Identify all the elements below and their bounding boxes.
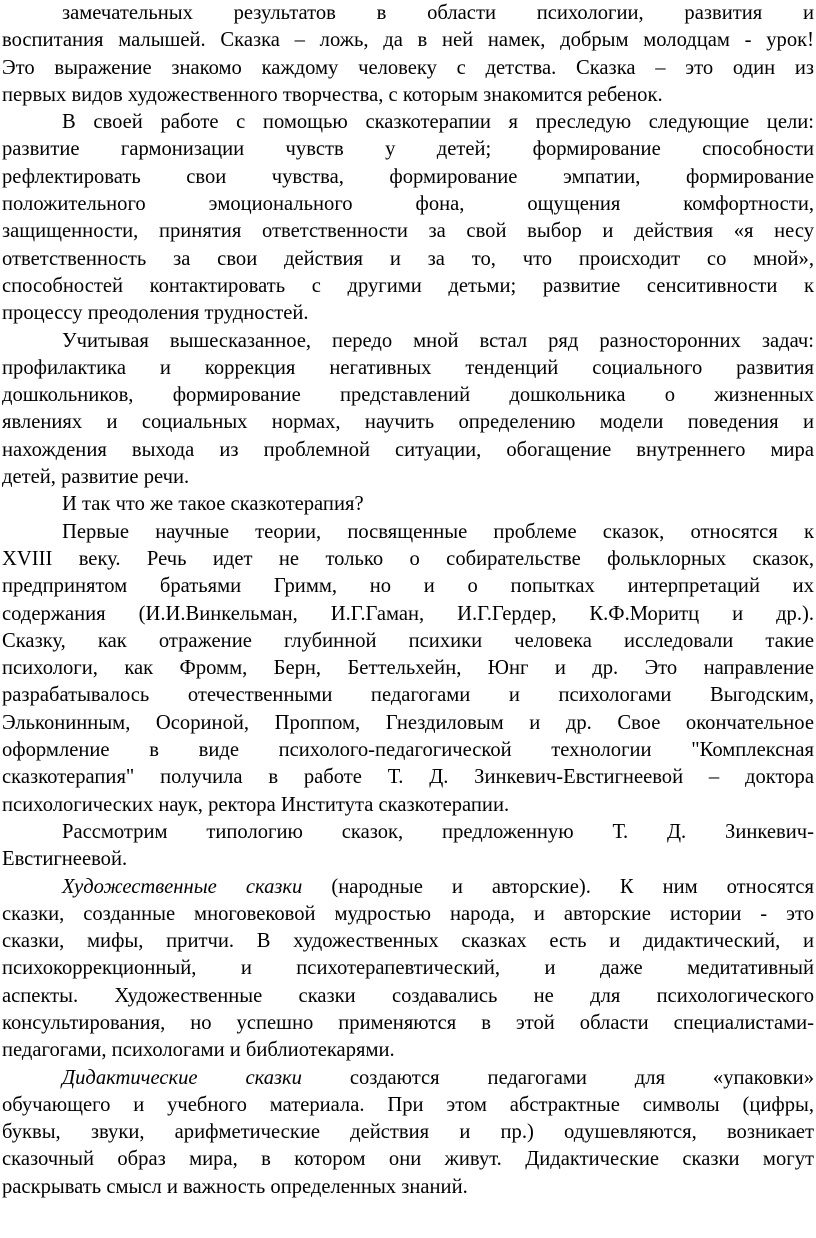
text-line [2,355,814,382]
text-run: психокоррекционный, и психотерапевтический, и даже медитативный [2,957,814,980]
text-line [2,901,814,928]
text-line [2,955,814,982]
text-line [2,792,814,819]
text-run: оформление в виде психолого-педагогической технологии "Комплексная [2,739,814,762]
text-line [2,136,814,163]
text-line [2,328,814,355]
text-run: сказочный образ мира, в котором они живут. Дидактические сказки могут [2,1148,814,1171]
text-run: содержания (И.И.Винкельман, И.Г.Гаман, И.Г.Гердер, К.Ф.Моритц и др.). [2,602,814,625]
text-run: рефлектировать свои чувства, формирование эмпатии, формирование [2,165,814,188]
italic-term: Художественные сказки [62,875,303,898]
text-run: сказкотерапия" получила в работе Т. Д. Зинкевич-Евстигнеевой – доктора [2,766,814,789]
text-line [2,55,814,82]
text-run: замечательных результатов в области психологии, развития и [62,2,814,24]
text-run: буквы, звуки, арифметические действия и пр.) одушевляются, возникает [2,1121,814,1144]
text-run: Эльконинным, Осориной, Проппом, Гнездиловым и др. Свое окончательное [2,711,814,734]
text-line [2,1010,814,1037]
text-run: разрабатывалось отечественными педагогами и психологами Выгодским, [2,684,814,707]
text-run: создаются педагогами для «упаковки» [301,1066,814,1089]
text-run: Сказку, как отражение глубинной психики человека исследовали такие [2,629,814,652]
text-line [2,409,814,436]
text-line [2,218,814,245]
text-line [2,546,814,573]
text-line [2,819,814,846]
text-line [2,1146,814,1173]
text-run: XVIII веку. Речь идет не только о собирательстве фольклорных сказок, [2,547,814,570]
text-line [2,27,814,54]
text-line [2,109,814,136]
text-line [2,246,814,273]
text-run: положительного эмоционального фона, ощущения комфортности, [2,193,814,216]
text-line [2,1174,814,1201]
text-run: Евстигнеевой. [2,848,128,871]
text-run: детей, развитие речи. [2,466,190,489]
text-line [2,1092,814,1119]
text-line [2,191,814,218]
text-line [2,682,814,709]
text-line [2,437,814,464]
text-run: Рассмотрим типологию сказок, предложенную Т. Д. Зинкевич- [62,820,814,843]
text-run: Учитывая вышесказанное, передо мной встал ряд разносторонних задач: [62,329,814,352]
text-line [2,1065,814,1092]
text-line [2,573,814,600]
text-run: консультирования, но успешно применяются в этой области специалистами- [2,1011,814,1034]
text-run: аспекты. Художественные сказки создавались не для психологического [2,984,814,1007]
text-run: ответственность за свои действия и за то, что происходит со мной», [2,247,814,270]
text-run: (народные и авторские). К ним относятся [302,875,814,898]
text-line [2,1119,814,1146]
text-line [2,300,814,327]
text-line [2,273,814,300]
text-run: И так что же такое сказкотерапия? [62,493,364,516]
text-run: процессу преодоления трудностей. [2,302,309,325]
text-line [2,628,814,655]
text-line [2,874,814,901]
text-line [2,655,814,682]
text-run: педагогами, психологами и библиотекарями. [2,1039,395,1062]
text-run: развитие гармонизации чувств у детей; формирование способности [2,138,814,161]
text-line [2,928,814,955]
text-run: В своей работе с помощью сказкотерапии я преследую следующие цели: [62,111,814,134]
text-run: первых видов художественного творчества, с которым знакомится ребенок. [2,83,663,106]
text-run: воспитания малышей. Сказка – ложь, да в ней намек, добрым молодцам - урок! [2,29,814,52]
text-line [2,1037,814,1064]
text-line [2,983,814,1010]
text-line [2,601,814,628]
text-line [2,491,814,518]
text-run: обучающего и учебного материала. При этом абстрактные символы (цифры, [2,1093,814,1116]
italic-term: Дидактические сказки [62,1066,302,1089]
text-line [2,0,814,27]
text-run: способностей контактировать с другими детьми; развитие сенситивности к [2,274,814,297]
text-run: дошкольников, формирование представлений дошкольника о жизненных [2,384,814,407]
text-line [2,164,814,191]
text-run: Это выражение знакомо каждому человеку с детства. Сказка – это один из [2,56,814,79]
text-line [2,764,814,791]
text-run: профилактика и коррекция негативных тенденций социального развития [2,356,814,379]
text-line [2,464,814,491]
text-line [2,737,814,764]
text-run: защищенности, принятия ответственности за свой выбор и действия «я несу [2,220,814,243]
text-run: раскрывать смысл и важность определенных знаний. [2,1175,468,1198]
text-run: явлениях и социальных нормах, научить определению модели поведения и [2,411,814,434]
text-line [2,382,814,409]
text-run: сказки, созданные многовековой мудростью народа, и авторские истории - это [2,902,814,925]
text-line [2,846,814,873]
text-run: предпринятом братьями Гримм, но и о попытках интерпретаций их [2,575,814,598]
text-run: сказки, мифы, притчи. В художественных сказках есть и дидактический, и [2,930,814,953]
text-line [2,519,814,546]
text-run: психологи, как Фромм, Берн, Беттельхейн, Юнг и др. Это направление [2,657,814,680]
text-run: психологических наук, ректора Института сказкотерапии. [2,793,510,816]
text-line [2,710,814,737]
text-run: нахождения выхода из проблемной ситуации, обогащение внутреннего мира [2,438,814,461]
text-line [2,82,814,109]
text-run: Первые научные теории, посвященные проблеме сказок, относятся к [62,520,814,543]
